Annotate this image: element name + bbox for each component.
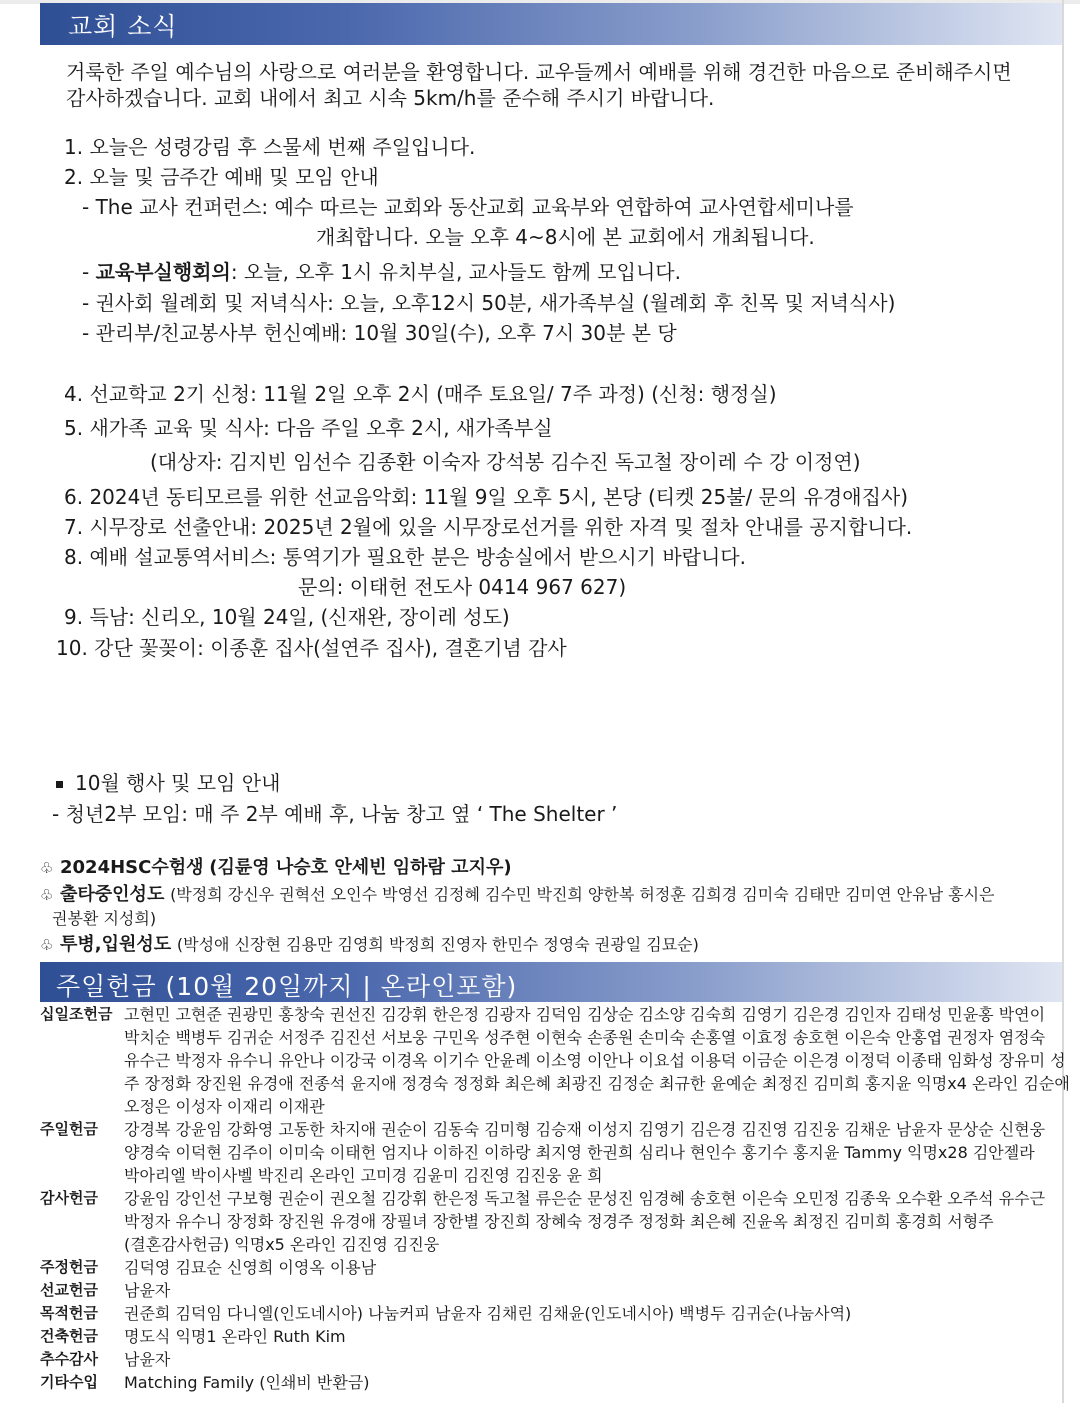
offering-names: 권준희 김덕임 다니엘(인도네시아) 나눔커피 남윤자 김채린 김채윤(인도네시아) 백병두 김귀순(나눔사역): [124, 1304, 852, 1323]
notice-2-education-meeting: [82, 257, 681, 287]
offering-label: 주정헌금: [40, 1258, 98, 1276]
offering-label: 목적헌금: [40, 1304, 98, 1322]
offering-label: 기타수입: [40, 1373, 98, 1391]
dash: -: [82, 260, 96, 284]
clover-icon: ♧: [40, 859, 54, 877]
bullet-icon: [56, 781, 63, 788]
offering-names: 명도식 익명1 온라인 Ruth Kim: [124, 1327, 346, 1346]
notice-2-dedication-service: - 관리부/친교봉사부 헌신예배: 10월 30일(수), 오후 7시 30분 본 당: [82, 321, 677, 345]
notice-5-attendees: (대상자: 김지빈 임선수 김종환 이숙자 강석봉 김수진 독고철 장이레 수 강 이정연): [150, 450, 861, 474]
away-names: (박정희 강신우 권혁선 오인수 박영선 김정혜 김수민 박진희 양한복 허정훈 김희경 김미숙 김태만 김미연 안유남 홍시은: [170, 885, 995, 904]
notice-1: 1. 오늘은 성령강림 후 스물세 번째 주일입니다.: [64, 135, 476, 159]
notice-5: 5. 새가족 교육 및 식사: 다음 주일 오후 2시, 새가족부실: [64, 416, 553, 440]
away-label: 출타중인성도: [60, 884, 165, 905]
october-events-label: 10월 행사 및 모임 안내: [75, 771, 281, 795]
offering-label: 주일헌금: [40, 1120, 98, 1138]
church-news-title: 교회 소식: [68, 12, 178, 41]
offering-names: 남윤자: [124, 1281, 171, 1300]
offering-names: 강경복 강윤임 강화영 고동한 차지애 권순이 김동숙 김미형 김승재 이성지 김영기 김은경 김진영 김진웅 김채운 남윤자 문상순 신현웅 양경숙 이덕현 김주이 이미숙 이태헌 엄지나 이하진 이하랑 최지영 한권희 심리나 현인수 홍기수 홍지윤 Tammy 익명x28 김안젤라 박아리엘 박이사벨 박진리 온라인 고미경 김윤미 김진영 김진웅 윤 희: [124, 1120, 1046, 1185]
offering-names: 강윤임 강인선 구보형 권순이 권오철 김강휘 한은정 독고철 류은순 문성진 임경혜 송호현 이은숙 오민정 김종욱 오수환 오주석 유수근 박정자 유수니 장정화 장진원 유경애 장필녀 장한별 장진희 장혜숙 정경주 정정화 최은혜 진윤옥 최정진 김미희 홍경희 서형주(결혼감사헌금) 익명x5 온라인 김진영 김진웅: [124, 1189, 1046, 1254]
notice-8-contact: 문의: 이태헌 전도사 0414 967 627): [298, 575, 627, 599]
hsc-label: 2024HSC수험생: [60, 857, 204, 878]
church-news-header: [40, 3, 1062, 45]
clover-icon: ♧: [40, 936, 54, 954]
offering-header: [40, 962, 1062, 1002]
offering-names: Matching Family (인쇄비 반환금): [124, 1373, 370, 1392]
prayer-sick: [40, 933, 699, 957]
welcome-intro: 거룩한 주일 예수님의 사랑으로 여러분을 환영합니다. 교우들께서 예배를 위해 경건한 마음으로 준비해주시면 감사하겠습니다. 교회 내에서 최고 시속 5km/h를 준수해 주시기 바랍니다.: [66, 60, 1012, 110]
offering-title: 주일헌금 (10월 20일까지 | 온라인포함): [56, 972, 518, 1001]
notice-2-teacher-conference: - The 교사 컨퍼런스: 예수 따르는 교회와 동산교회 교육부와 연합하여 교사연합세미나를: [82, 195, 854, 219]
notice-8: 8. 예배 설교통역서비스: 통역기가 필요한 분은 방송실에서 받으시기 바랍니다.: [64, 545, 746, 569]
october-youth-meeting: - 청년2부 모임: 매 주 2부 예배 후, 나눔 창고 옆 ‘ The Shelter ’: [52, 802, 618, 826]
offering-label: 십일조헌금: [40, 1005, 113, 1023]
offering-label: 감사헌금: [40, 1189, 98, 1207]
education-meeting-detail: : 오늘, 오후 1시 유치부실, 교사들도 함께 모입니다.: [230, 260, 681, 284]
notice-7: 7. 시무장로 선출안내: 2025년 2월에 있을 시무장로선거를 위한 자격 및 절차 안내를 공지합니다.: [64, 515, 913, 539]
notice-10: 10. 강단 꽃꽂이: 이종훈 집사(설연주 집사), 결혼기념 감사: [56, 636, 567, 660]
october-events-heading: [56, 768, 280, 798]
hsc-names: (김륜영 나승호 안세빈 임하람 고지우): [209, 857, 512, 878]
clover-icon: ♧: [40, 886, 54, 904]
offering-names: 남윤자: [124, 1350, 171, 1369]
notice-2-deaconess-meeting: - 권사회 월례회 및 저녁식사: 오늘, 오후12시 50분, 새가족부실 (월례회 후 친목 및 저녁식사): [82, 291, 896, 315]
offering-label: 추수감사: [40, 1350, 98, 1368]
offering-names: 고현민 고현준 권광민 홍창숙 권선진 김강휘 한은정 김광자 김덕임 김상순 김소양 김숙희 김영기 김은경 김인자 김태성 민윤홍 박연이 박치순 백병두 김귀순 서정주 김진선 서보웅 구민옥 성주현 이현숙 손종원 손미숙 손홍열 이효정 송호현 이은숙 안홍엽 권정자 염정숙 유수근 박정자 유수니 유안나 이강국 이경옥 이기수 안윤례 이소영 이안나 이요섭 이용덕 이금순 이은경 이정덕 이종태 임화성 장유미 성 주 장정화 장진원 유경애 전종석 윤지애 정경숙 정정화 최은혜 최광진 김정순 최규한 윤예순 최정진 김미희 홍지윤 익명x4 온라인 김순애 오정은 이성자 이재리 이재관: [124, 1005, 1070, 1116]
notice-2-teacher-conference-cont: 개최합니다. 오늘 오후 4~8시에 본 교회에서 개최됩니다.: [316, 225, 815, 249]
offering-label: 건축헌금: [40, 1327, 98, 1345]
notice-9: 9. 득남: 신리오, 10월 24일, (신재완, 장이레 성도): [64, 605, 510, 629]
sick-label: 투병,입원성도: [60, 934, 172, 955]
education-meeting-label: 교육부실행회의: [95, 260, 231, 284]
notice-4: 4. 선교학교 2기 신청: 11월 2일 오후 2시 (매주 토요일/ 7주 과정) (신청: 행정실): [64, 382, 777, 406]
away-names-cont: 권봉환 지성희): [52, 909, 157, 928]
prayer-away: [40, 883, 994, 907]
prayer-hsc: [40, 856, 512, 880]
sick-names: (박성애 신장현 김용만 김영희 박정희 진영자 한민수 정영숙 권광일 김묘순): [176, 935, 699, 954]
notice-2: 2. 오늘 및 금주간 예배 및 모임 안내: [64, 165, 379, 189]
offering-label: 선교헌금: [40, 1281, 98, 1299]
notice-6: 6. 2024년 동티모르를 위한 선교음악회: 11월 9일 오후 5시, 본당 (티켓 25불/ 문의 유경애집사): [64, 485, 909, 509]
offering-names: 김덕영 김묘순 신영희 이영옥 이용남: [124, 1258, 377, 1277]
